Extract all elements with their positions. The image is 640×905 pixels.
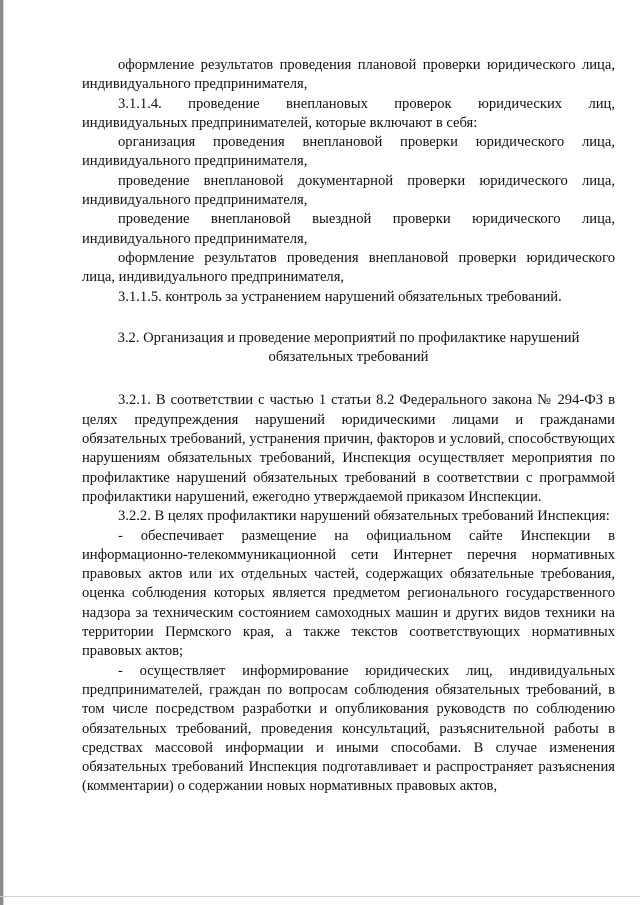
paragraph-3-2-1: 3.2.1. В соответствии с частью 1 статьи 8.2 Федерального закона № 294-ФЗ в целях предупреждения нарушений юридическими лицами и гражданами обязательных требований, устранения причин, факторов и условий, способствующих нарушениям обязательных требований, Инспекция осуществляет мероприятия по профилактике нарушений обязательных требований в соответствии с программой профилактики нарушений, ежегодно утверждаемой приказом Инспекции. (82, 392, 615, 505)
list-item: - осуществляет информирование юридических лиц, индивидуальных предпринимателей, граждан по вопросам соблюдения обязательных требований, в том числе посредством разработки и опубликования руководств по соблюдению обязательных требований, проведения консультаций, разъяснительной работы в средствах массовой информации и иными способами. В случае изменения обязательных требований Инспекция подготавливает и распространяет разъяснения (комментарии) о содержании новых нормативных правовых актов, (82, 662, 615, 795)
paragraph-3-2-2: 3.2.2. В целях профилактики нарушений обязательных требований Инспекция: (118, 508, 610, 525)
section-heading: 3.2. Организация и проведение мероприятий по профилактике нарушений обязательных требований (117, 329, 580, 366)
paragraph: проведение внеплановой выездной проверки юридического лица, индивидуального предпринимателя, (82, 211, 615, 247)
paragraph: проведение внеплановой документарной проверки юридического лица, индивидуального предпринимателя, (82, 172, 615, 209)
scan-edge-light (3, 0, 4, 905)
list-item: - обеспечивает размещение на официальном сайте Инспекции в информационно-телекоммуникационной сети Интернет перечня нормативных правовых актов или их отдельных частей, содержащих обязательные требования, оценка соблюдения которых является предметом регионального государственного надзора за техническим состоянием самоходных машин и других видов техники на территории Пермского края, а также текстов соответствующих нормативных правовых актов; (82, 527, 615, 660)
paragraph: организация проведения внеплановой проверки юридического лица, индивидуального предпринимателя, (82, 134, 615, 170)
paragraph-3-1-1-4: 3.1.1.4. проведение внеплановых проверок юридических лиц, индивидуальных предпринимателей, которые включают в себя: (82, 95, 615, 131)
document-body (82, 56, 615, 797)
paragraph-3-1-1-5: 3.1.1.5. контроль за устранением нарушений обязательных требований. (118, 288, 562, 305)
scan-bottom-edge (0, 896, 640, 897)
paragraph: оформление результатов проведения внеплановой проверки юридического лица, индивидуального предпринимателя, (82, 249, 615, 286)
paragraph: оформление результатов проведения плановой проверки юридического лица, индивидуального предпринимателя, (82, 57, 615, 93)
